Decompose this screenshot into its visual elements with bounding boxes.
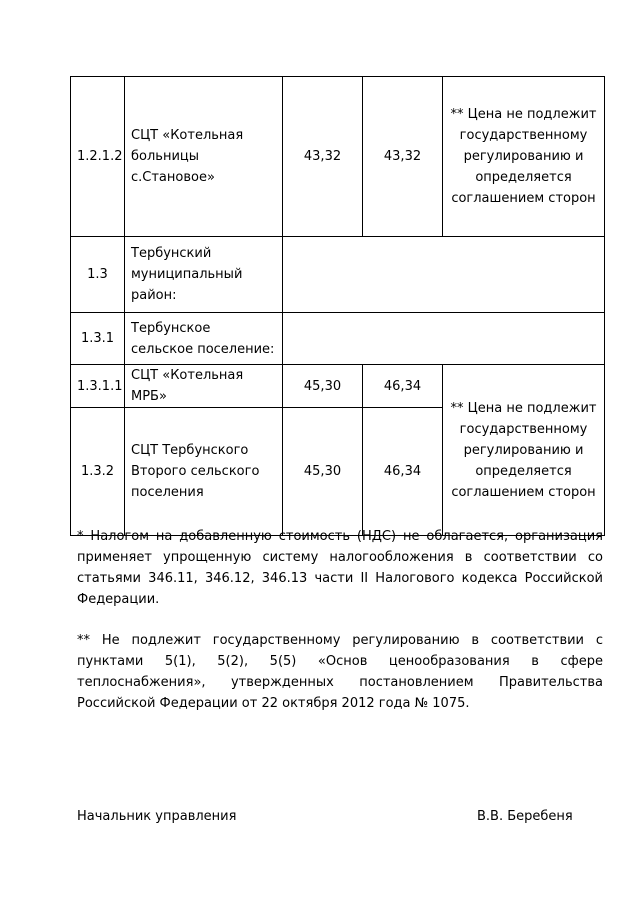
signatory-name: В.В. Беребеня [477,809,573,824]
tariff-value-2: 46,34 [363,365,443,408]
row-number: 1.3 [71,237,125,313]
vat-footnote: * Налогом на добавленную стоимость (НДС) не облагается, организация применяет упрощенную систему налогообложения в соответствии со статьями 346.11, 346.12, 346.13 части II Налогового кодекса Российской Федерации. [77,529,603,607]
table-row [71,365,605,408]
tariff-value-1: 45,30 [283,408,363,536]
table-row [71,313,605,365]
supply-system-name: СЦТ Тербунского Второго сельского поселения [125,408,283,536]
tariff-value-1: 43,32 [283,77,363,237]
price-note: ** Цена не подлежит государственному регулированию и определяется соглашением сторон [443,365,605,536]
tariff-value-2: 43,32 [363,77,443,237]
table-row [71,237,605,313]
tariff-value-1: 45,30 [283,365,363,408]
signatory-position: Начальник управления [77,809,237,824]
price-note: ** Цена не подлежит государственному регулированию и определяется соглашением сторон [443,77,605,237]
regulation-footnote: ** Не подлежит государственному регулированию в соответствии с пунктами 5(1), 5(2), 5(5) «Основ ценообразования в сфере теплоснабжения», утвержденных постановлением Правительства Российской Федерации от 22 октября 2012 года № 1075. [77,633,603,711]
row-number: 1.3.1.1 [71,365,125,408]
supply-system-name: СЦТ «Котельная больницы с.Становое» [125,77,283,237]
row-number: 1.3.1 [71,313,125,365]
row-number: 1.3.2 [71,408,125,536]
empty-cell [283,313,605,365]
tariff-value-2: 46,34 [363,408,443,536]
row-number: 1.2.1.2 [71,77,125,237]
table-row [71,77,605,237]
empty-cell [283,237,605,313]
tariff-table [70,76,605,536]
district-name: Тербунский муниципальный район: [125,237,283,313]
supply-system-name: СЦТ «Котельная МРБ» [125,365,283,408]
settlement-name: Тербунское сельское поселение: [125,313,283,365]
